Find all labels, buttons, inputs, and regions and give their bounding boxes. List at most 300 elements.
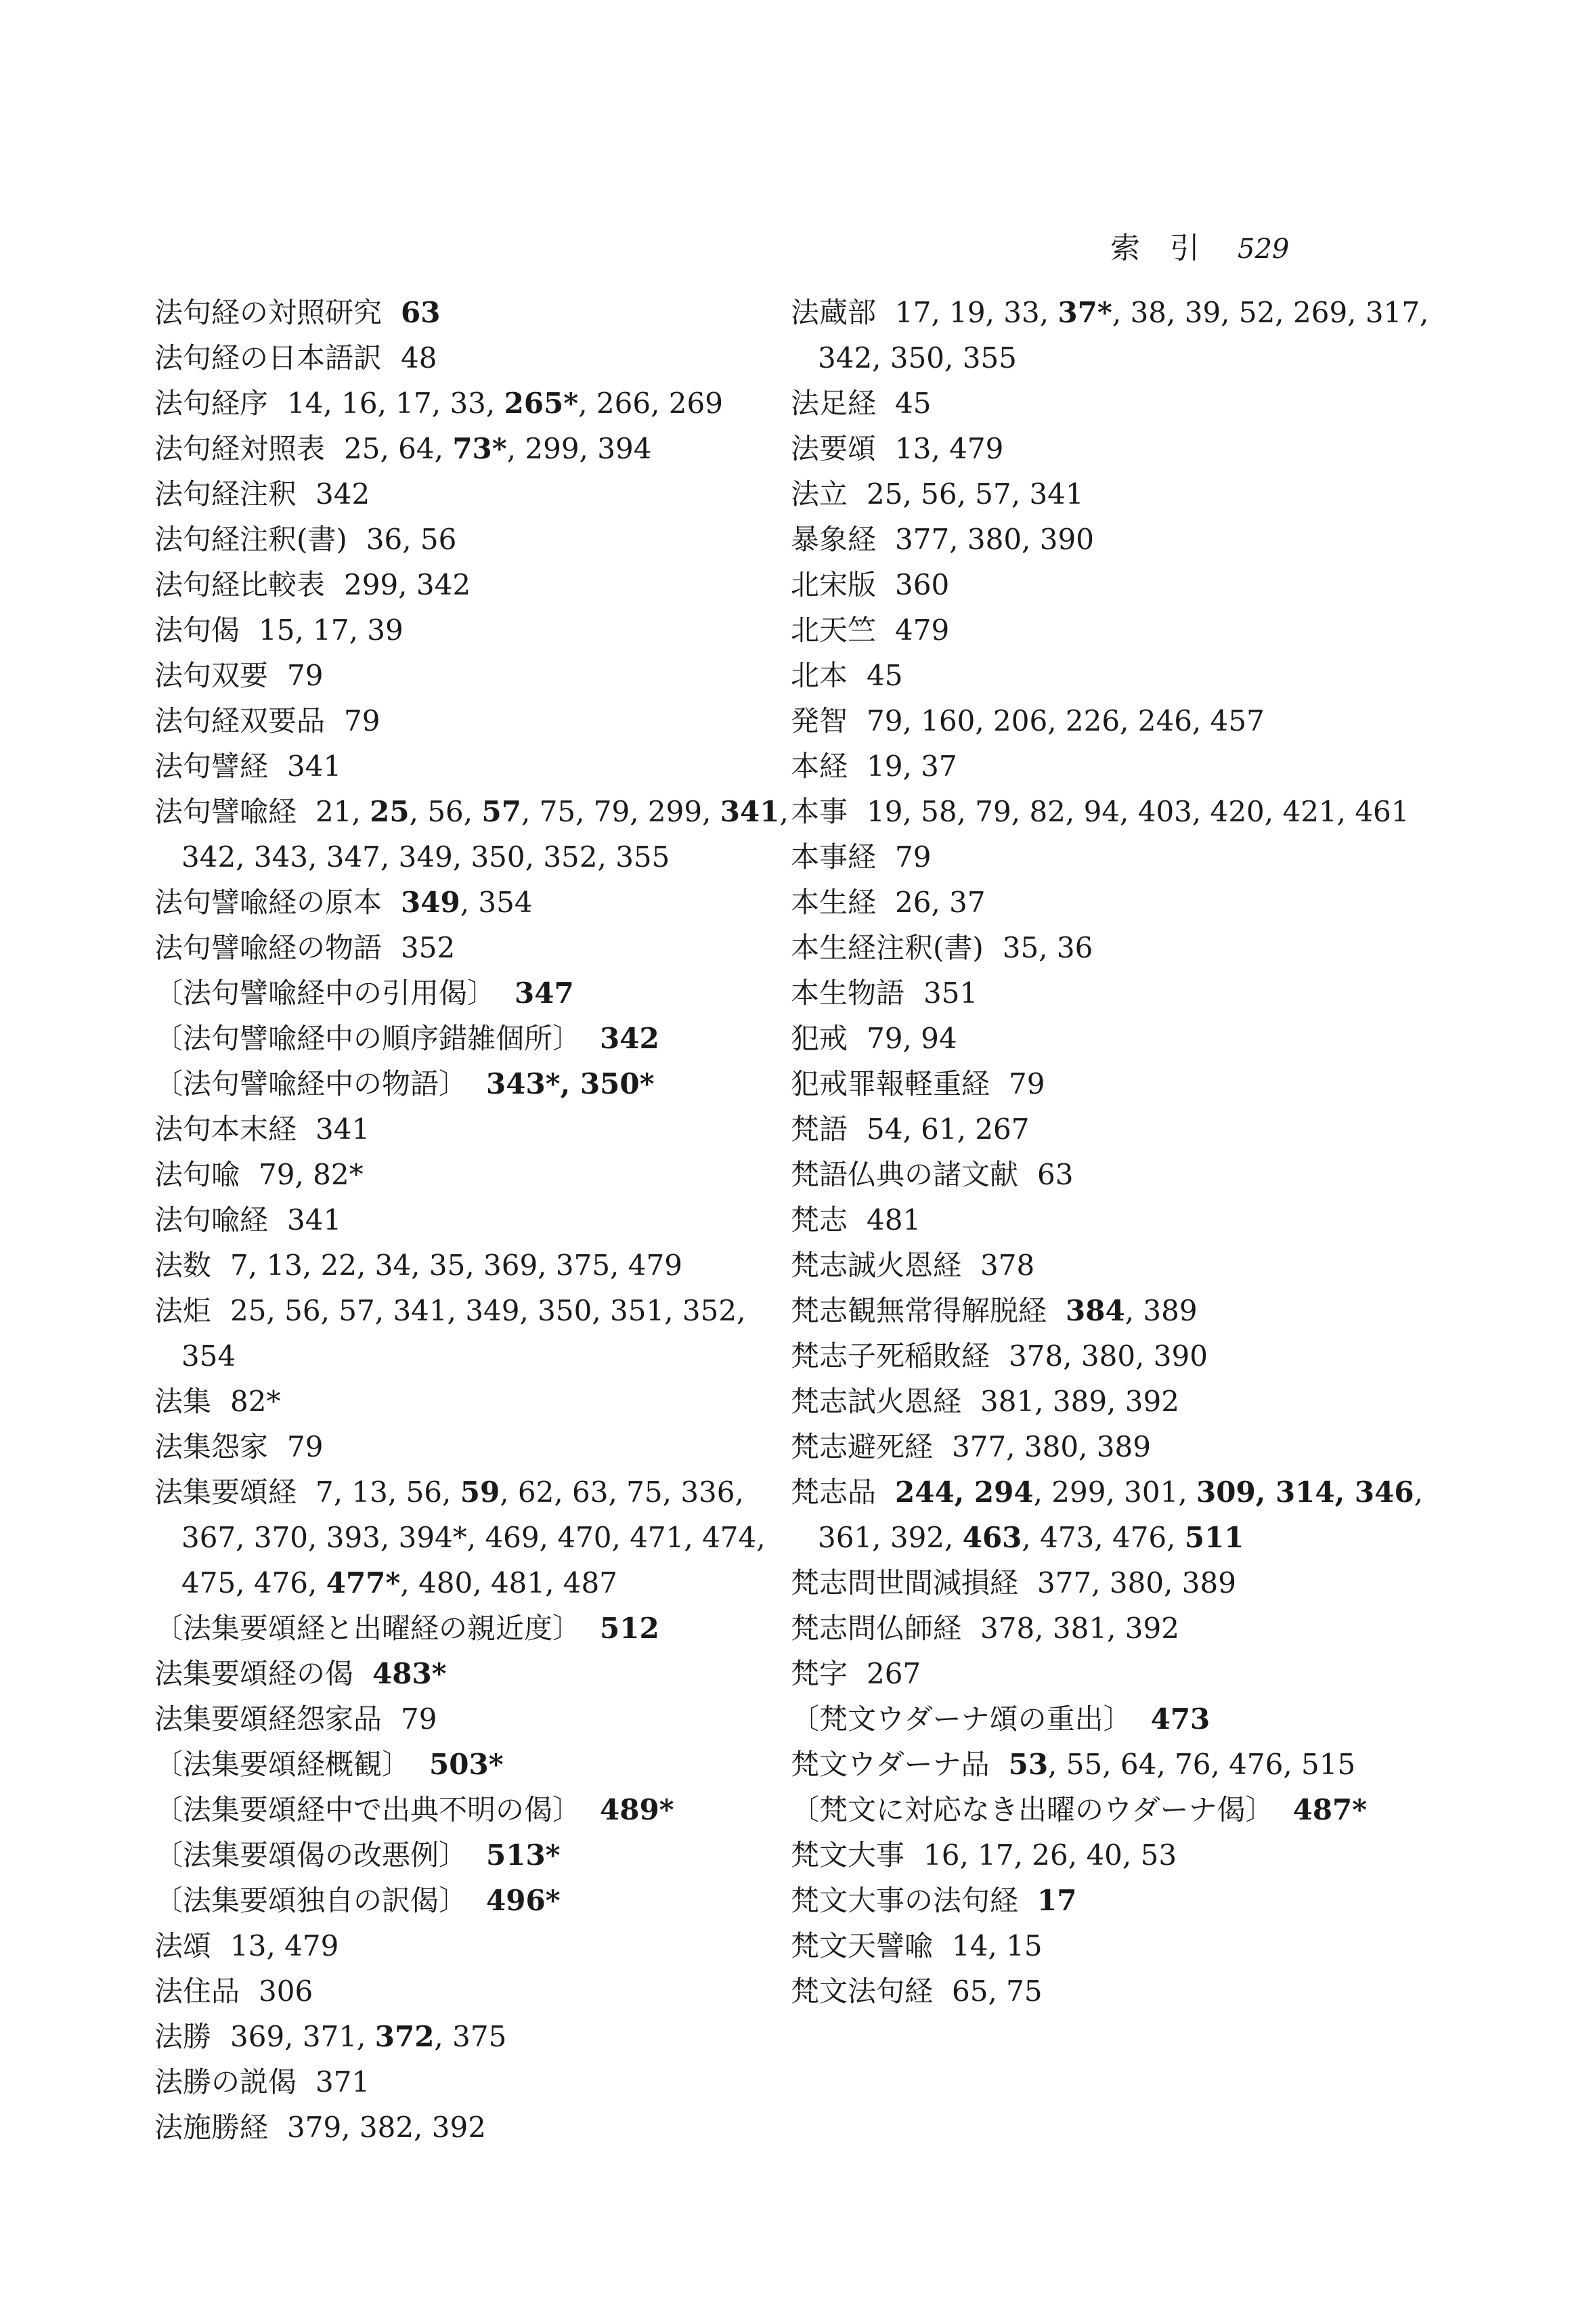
index-term: 梵志避死経 (791, 1430, 934, 1463)
index-entry (154, 925, 804, 970)
page-refs (486, 1067, 655, 1100)
page-ref-bold: 57 (481, 795, 521, 828)
index-term: 梵志問仏師経 (791, 1612, 962, 1645)
page-ref: 79, 94 (867, 1022, 957, 1055)
page-ref-bold: 489* (600, 1793, 674, 1826)
index-entry (791, 426, 1441, 471)
index-term: 〔法集要頌経と出曜経の親近度〕 (154, 1612, 582, 1645)
page-ref-bold: 342 (600, 1022, 659, 1055)
page-ref: 379, 382, 392 (287, 2111, 486, 2144)
index-term: 梵文法句経 (791, 1975, 934, 2008)
index-entry (154, 970, 804, 1016)
page-ref: 26, 37 (895, 886, 986, 919)
page-ref: 82* (230, 1385, 281, 1418)
index-term: 暴象経 (791, 523, 877, 556)
index-term: 梵文大事 (791, 1838, 905, 1872)
page-refs (1037, 1158, 1073, 1191)
index-term: 法頌 (154, 1929, 212, 1962)
page-ref: , 361, 392, (818, 1476, 1423, 1554)
page-refs (181, 1294, 745, 1373)
page-refs (895, 614, 949, 647)
page-refs (287, 659, 323, 692)
index-entry (791, 1696, 1441, 1742)
index-entry (791, 1197, 1441, 1243)
page-ref: 79, 82* (259, 1158, 364, 1191)
index-term: 〔法集要頌独自の訳偈〕 (154, 1884, 468, 1917)
page-ref-bold: 463 (962, 1521, 1022, 1554)
index-entry (791, 1016, 1441, 1061)
page-refs (1037, 1884, 1076, 1917)
page-ref: 79 (401, 1702, 437, 1736)
page-ref: 377, 380, 389 (952, 1430, 1151, 1463)
page-ref-bold: 59 (460, 1476, 500, 1509)
index-term: 本生経 (791, 886, 877, 919)
index-term: 法句譬喩経の原本 (154, 886, 383, 919)
page-ref: 13, 479 (895, 432, 1004, 465)
page-refs (867, 704, 1265, 737)
index-entry (154, 1742, 804, 1787)
page-ref: , 62, 63, 75, 336, 367, 370, 393, 394*, 469, 470, 471, 474, 475, 476, (181, 1476, 766, 1599)
index-term: 法句経注釈 (154, 477, 297, 511)
index-entry (154, 426, 804, 471)
index-entry (791, 1832, 1441, 1878)
page-refs (1151, 1702, 1210, 1736)
page-ref: 360 (895, 568, 950, 601)
index-entry (154, 1968, 804, 2014)
page-refs (344, 432, 651, 465)
index-entry (791, 607, 1441, 653)
index-term: 梵字 (791, 1657, 848, 1690)
page-ref: , 75, 79, 299, (521, 795, 720, 828)
page-refs (818, 1476, 1423, 1554)
index-entry (154, 653, 804, 698)
page-ref: 79 (895, 840, 932, 874)
index-entry (791, 1923, 1441, 1968)
page-ref-bold: 477* (326, 1566, 401, 1599)
page-refs (344, 704, 380, 737)
index-entry (791, 1787, 1441, 1832)
page-ref: 79 (287, 1430, 324, 1463)
index-term: 法足経 (791, 387, 877, 420)
page-ref: 25, 64, (344, 432, 453, 465)
page-ref: 306 (259, 1975, 313, 2008)
page-refs (895, 568, 949, 601)
page-refs (867, 1203, 921, 1236)
page-ref: , 56, (409, 795, 482, 828)
page-number: 529 (1238, 234, 1290, 265)
page-ref-bold: 265* (504, 387, 579, 420)
index-entry (154, 1288, 804, 1379)
index-entry (154, 1787, 804, 1832)
index-entry (791, 1061, 1441, 1106)
index-term: 犯戒 (791, 1022, 848, 1055)
page-refs (1009, 1339, 1208, 1373)
index-term: 法句本末経 (154, 1113, 297, 1146)
page-refs (952, 1975, 1043, 2008)
page-refs (895, 432, 1003, 465)
index-entry (154, 789, 804, 880)
index-term: 〔梵文ウダーナ頌の重出〕 (791, 1702, 1132, 1736)
page-refs (259, 614, 403, 647)
page-refs (867, 1113, 1029, 1146)
index-term: 法集 (154, 1385, 212, 1418)
page-ref: 25, 56, 57, 341, 349, 350, 351, 352, 354 (181, 1294, 746, 1373)
page-ref-bold: 503* (429, 1748, 504, 1781)
index-entry (791, 1606, 1441, 1651)
page-refs (230, 1249, 682, 1282)
index-entry (154, 1106, 804, 1152)
page-refs (287, 1203, 341, 1236)
page-ref: 377, 380, 389 (1037, 1566, 1236, 1599)
index-term: 〔法句譬喩経中の引用偈〕 (154, 976, 496, 1010)
page-refs (366, 523, 457, 556)
page-ref: 378, 380, 390 (1009, 1339, 1208, 1373)
page-refs (1003, 931, 1093, 964)
page-ref: 19, 58, 79, 82, 94, 403, 420, 421, 461 (867, 795, 1410, 828)
index-entry (791, 1288, 1441, 1333)
index-term: 法句偈 (154, 614, 240, 647)
page-ref: 378, 381, 392 (980, 1612, 1179, 1645)
page-refs (259, 1975, 313, 2008)
page-ref: , 389 (1125, 1294, 1198, 1327)
index-term: 梵志子死稲敗経 (791, 1339, 990, 1373)
page-ref: 63 (1037, 1158, 1074, 1191)
index-entry (154, 880, 804, 925)
page-ref-bold: 63 (401, 296, 441, 329)
page-refs (1066, 1294, 1198, 1327)
index-term: 法蔵部 (791, 296, 877, 329)
page-refs (315, 477, 370, 511)
page-refs (895, 523, 1094, 556)
index-entry (791, 517, 1441, 562)
page-ref: 341 (315, 1113, 370, 1146)
index-entry (791, 1878, 1441, 1923)
index-term: 梵文天譬喩 (791, 1929, 934, 1962)
page-ref-bold: 487* (1292, 1793, 1368, 1826)
index-entry (791, 698, 1441, 744)
page-ref: 13, 479 (230, 1929, 339, 1962)
page-ref: , 299, 394 (506, 432, 652, 465)
page-ref-bold: 309, 314, 346 (1196, 1476, 1414, 1509)
index-entry (791, 1424, 1441, 1469)
page-ref: 377, 380, 390 (895, 523, 1094, 556)
page-refs (600, 1793, 674, 1826)
page-ref: 15, 17, 39 (259, 614, 403, 647)
index-entry (791, 1106, 1441, 1152)
page-ref: , 266, 269 (578, 387, 723, 420)
page-ref: , 375 (434, 2020, 507, 2053)
page-refs (486, 1838, 561, 1872)
index-entry (791, 1968, 1441, 2014)
index-entry (154, 1016, 804, 1061)
index-entry (791, 1651, 1441, 1696)
page-ref: , 299, 301, (1033, 1476, 1197, 1509)
index-column-left (154, 290, 804, 2150)
index-term: 法集要頌経 (154, 1476, 297, 1509)
index-term: 法句経対照表 (154, 432, 326, 465)
page-ref: 48 (401, 341, 437, 374)
page-ref: 7, 13, 22, 34, 35, 369, 375, 479 (230, 1249, 682, 1282)
page-ref-bold: 37* (1057, 296, 1112, 329)
page-refs (1009, 1067, 1045, 1100)
page-refs (1037, 1566, 1236, 1599)
page-refs (372, 1657, 447, 1690)
index-entry (154, 607, 804, 653)
index-term: 法数 (154, 1249, 212, 1282)
page-refs (401, 931, 455, 964)
index-entry (154, 1651, 804, 1696)
index-entry (791, 562, 1441, 607)
index-term: 本生経注釈(書) (791, 931, 984, 964)
index-entry (154, 2014, 804, 2059)
index-entry (791, 789, 1441, 834)
page-ref: 65, 75 (952, 1975, 1043, 2008)
index-entry (791, 653, 1441, 698)
index-column-right (791, 290, 1441, 2014)
index-term: 北天竺 (791, 614, 877, 647)
index-term: 法住品 (154, 1975, 240, 2008)
page-ref-bold: 341 (720, 795, 780, 828)
index-entry (154, 1197, 804, 1243)
index-term: 北本 (791, 659, 848, 692)
index-entry (791, 1560, 1441, 1606)
page-ref: , 473, 476, (1022, 1521, 1185, 1554)
page-refs (867, 477, 1084, 511)
page-ref: 79 (287, 659, 324, 692)
page-refs (923, 976, 978, 1010)
page-refs (401, 886, 533, 919)
index-entry (154, 1696, 804, 1742)
page-ref: 481 (867, 1203, 921, 1236)
index-term: 〔法句譬喩経中の順序錯雑個所〕 (154, 1022, 582, 1055)
index-term: 法句喩経 (154, 1203, 269, 1236)
page-ref: 7, 13, 56, (315, 1476, 460, 1509)
page-ref-bold: 384 (1066, 1294, 1125, 1327)
index-term: 発智 (791, 704, 848, 737)
page-ref: , 354 (460, 886, 533, 919)
page-ref: 369, 371, (230, 2020, 375, 2053)
index-term: 法集要頌経の偈 (154, 1657, 354, 1690)
page-refs (1009, 1748, 1356, 1781)
page-refs (230, 2020, 506, 2053)
page-refs (980, 1612, 1179, 1645)
page-refs (952, 1929, 1043, 1962)
index-term: 犯戒罪報軽重経 (791, 1067, 990, 1100)
index-term: 〔法句譬喩経中の物語〕 (154, 1067, 468, 1100)
page-ref-bold: 513* (486, 1838, 561, 1872)
page-ref-bold: 372 (374, 2020, 435, 2053)
page-ref: 267 (867, 1657, 921, 1690)
index-entry (154, 1152, 804, 1197)
index-term: 法句双要 (154, 659, 269, 692)
page-refs (315, 2065, 370, 2099)
page-refs (867, 750, 957, 783)
index-term: 法句経の日本語訳 (154, 341, 383, 374)
page-refs (287, 750, 341, 783)
page-ref: 79, 160, 206, 226, 246, 457 (867, 704, 1265, 737)
page-refs (600, 1022, 659, 1055)
index-entry (791, 925, 1441, 970)
page-ref: 21, (315, 795, 370, 828)
index-entry (791, 1152, 1441, 1197)
index-term: 法句譬喩経 (154, 795, 297, 828)
index-term: 本事経 (791, 840, 877, 874)
page-refs (818, 296, 1428, 374)
page-ref-bold: 73* (452, 432, 507, 465)
page-refs (867, 1657, 921, 1690)
page-ref: 45 (895, 387, 932, 420)
page-ref: 14, 15 (952, 1929, 1043, 1962)
index-term: 梵志品 (791, 1476, 877, 1509)
index-entry (791, 1333, 1441, 1379)
index-term: 梵志 (791, 1203, 848, 1236)
page-ref: , 342, 343, 347, 349, 350, 352, 355 (181, 795, 789, 874)
index-entry (154, 471, 804, 517)
page-ref: 378 (980, 1249, 1035, 1282)
index-entry (791, 290, 1441, 381)
index-term: 法要頌 (791, 432, 877, 465)
page-refs (980, 1249, 1034, 1282)
index-entry (791, 834, 1441, 880)
page-ref: 25, 56, 57, 341 (867, 477, 1084, 511)
page-refs (259, 1158, 364, 1191)
page-ref-bold: 347 (515, 976, 574, 1010)
page-refs (401, 1702, 437, 1736)
page-refs (1293, 1793, 1368, 1826)
index-entry (154, 1379, 804, 1424)
page-ref-bold: 343*, 350* (486, 1067, 655, 1100)
index-entry (154, 517, 804, 562)
page-refs (344, 568, 471, 601)
index-term: 法句喩 (154, 1158, 240, 1191)
index-term: 梵志誠火恩経 (791, 1249, 962, 1282)
running-head (1110, 223, 1289, 267)
page-ref: 45 (867, 659, 903, 692)
index-entry (154, 698, 804, 744)
index-entry (791, 1469, 1441, 1560)
index-term: 梵文ウダーナ品 (791, 1748, 990, 1781)
index-term: 法句経の対照研究 (154, 296, 383, 329)
page-ref-bold: 511 (1184, 1521, 1244, 1554)
index-entry (154, 1832, 804, 1878)
page-refs (600, 1612, 659, 1645)
index-term: 法集要頌経怨家品 (154, 1702, 383, 1736)
page-ref: 19, 37 (867, 750, 957, 783)
index-term: 本経 (791, 750, 848, 783)
index-entry (154, 562, 804, 607)
page-ref: 381, 389, 392 (980, 1385, 1179, 1418)
page-refs (287, 387, 723, 420)
page-refs (486, 1884, 561, 1917)
index-term: 本生物語 (791, 976, 905, 1010)
index-term: 法句経注釈(書) (154, 523, 347, 556)
page-refs (867, 659, 902, 692)
index-entry (154, 2059, 804, 2105)
index-entry (154, 381, 804, 426)
page-refs (895, 840, 931, 874)
index-term: 本事 (791, 795, 848, 828)
index-term: 梵語 (791, 1113, 848, 1146)
page-ref: 479 (895, 614, 950, 647)
page-refs (230, 1385, 280, 1418)
page-ref-bold: 349 (401, 886, 460, 919)
page-ref: , 38, 39, 52, 269, 317, 342, 350, 355 (818, 296, 1429, 374)
index-term: 法勝の説偈 (154, 2065, 297, 2099)
index-term: 〔法集要頌経概観〕 (154, 1748, 411, 1781)
page-ref: 17, 19, 33, (895, 296, 1058, 329)
page-ref-bold: 473 (1150, 1702, 1210, 1736)
index-term: 〔法集要頌経中で出典不明の偈〕 (154, 1793, 582, 1826)
page-ref: , 55, 64, 76, 476, 515 (1048, 1748, 1356, 1781)
page-refs (980, 1385, 1179, 1418)
index-entry (154, 290, 804, 335)
index-entry (791, 1379, 1441, 1424)
page-ref: 342 (315, 477, 370, 511)
page-refs (287, 2111, 486, 2144)
page-ref: 36, 56 (366, 523, 457, 556)
index-term: 梵志試火恩経 (791, 1385, 962, 1418)
index-term: 〔梵文に対応なき出曜のウダーナ偈〕 (791, 1793, 1274, 1826)
index-entry (154, 1878, 804, 1923)
index-entry (154, 1469, 804, 1606)
index-entry (154, 1424, 804, 1469)
index-term: 梵語仏典の諸文献 (791, 1158, 1019, 1191)
page-refs (230, 1929, 339, 1962)
page-refs (515, 976, 574, 1010)
index-term: 法炬 (154, 1294, 212, 1327)
index-entry (154, 1606, 804, 1651)
page-ref: 79 (1009, 1067, 1045, 1100)
index-entry (154, 1243, 804, 1288)
index-entry (791, 1742, 1441, 1787)
page-ref-bold: 244, 294 (895, 1476, 1034, 1509)
running-head-title: 索引 (1110, 231, 1229, 265)
index-entry (154, 1061, 804, 1106)
index-entry (791, 471, 1441, 517)
page-ref-bold: 17 (1037, 1884, 1077, 1917)
index-entry (791, 1243, 1441, 1288)
page-refs (429, 1748, 504, 1781)
page-refs (867, 795, 1410, 828)
index-term: 法勝 (154, 2020, 212, 2053)
index-entry (791, 381, 1441, 426)
index-term: 法句経序 (154, 387, 269, 420)
page-refs (287, 1430, 323, 1463)
page-ref-bold: 53 (1008, 1748, 1049, 1781)
page-ref-bold: 512 (600, 1612, 659, 1645)
index-term: 梵志観無常得解脱経 (791, 1294, 1047, 1327)
index-entry (791, 744, 1441, 789)
page-ref: 14, 16, 17, 33, (287, 387, 504, 420)
index-term: 法句譬経 (154, 750, 269, 783)
page-refs (952, 1430, 1151, 1463)
page-ref-bold: 483* (372, 1657, 447, 1690)
index-entry (154, 335, 804, 381)
page-ref: 299, 342 (344, 568, 471, 601)
page-ref: 54, 61, 267 (867, 1113, 1030, 1146)
page-ref: 351 (923, 976, 978, 1010)
index-term: 法句譬喩経の物語 (154, 931, 383, 964)
page-ref: 352 (401, 931, 456, 964)
page-refs (895, 387, 931, 420)
page-refs (401, 296, 440, 329)
index-term: 北宋版 (791, 568, 877, 601)
index-term: 法句経比較表 (154, 568, 326, 601)
page-refs (315, 1113, 370, 1146)
page-ref: 35, 36 (1002, 931, 1093, 964)
index-entry (154, 744, 804, 789)
index-term: 法句経双要品 (154, 704, 326, 737)
